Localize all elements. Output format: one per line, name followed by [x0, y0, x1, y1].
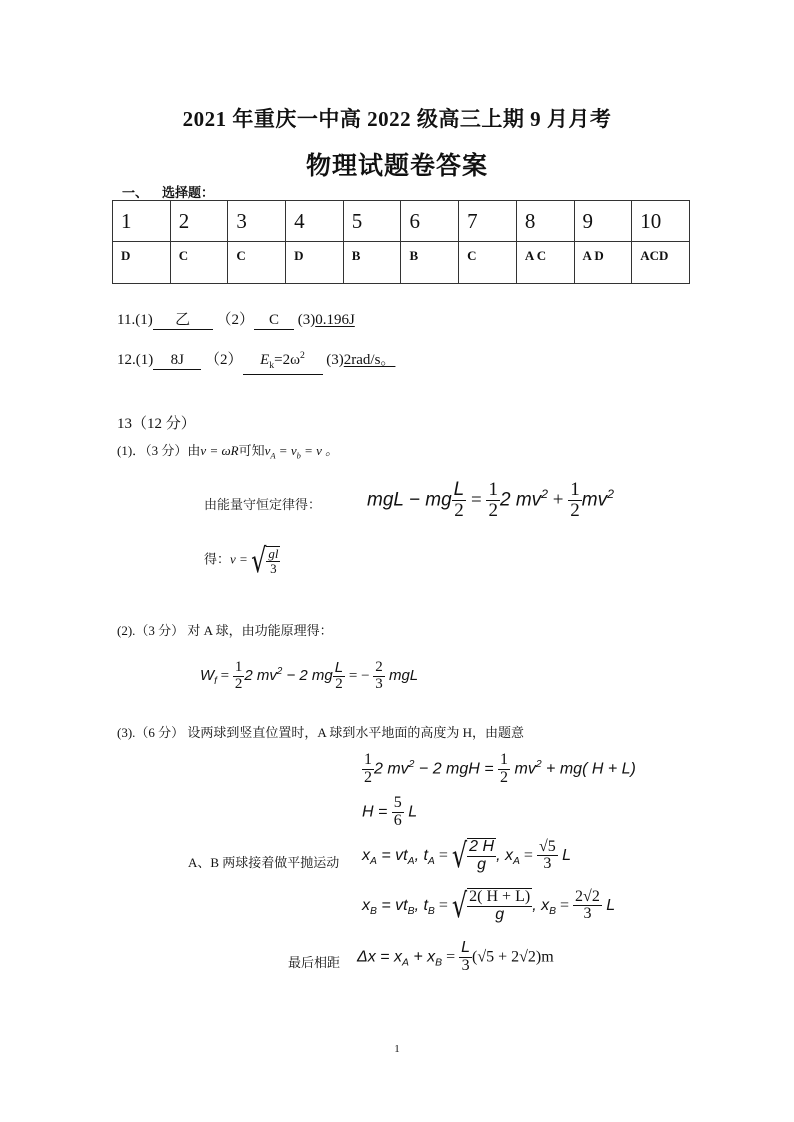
answer-row — [113, 242, 690, 284]
question-number: 10 — [632, 201, 690, 242]
question-number: 2 — [170, 201, 228, 242]
answer-cell: ACD — [632, 242, 690, 284]
answer-cell: A C — [516, 242, 574, 284]
question-number: 4 — [286, 201, 344, 242]
answer-cell: A D — [574, 242, 632, 284]
question-number: 8 — [516, 201, 574, 242]
answer-cell: C — [228, 242, 286, 284]
answer-cell: B — [401, 242, 459, 284]
q11-answer-1: 乙 — [153, 312, 213, 330]
answer-cell: B — [343, 242, 401, 284]
height-energy-equation: $\frac{1}{2}$ 2 $mv^2 - 2$ mgH = $\frac{1}{2}$ $mv^2 + mg$( H + L) — [364, 751, 636, 786]
answer-cell: D — [286, 242, 344, 284]
answer-cell: C — [459, 242, 517, 284]
section-label: 选择题： — [162, 185, 215, 200]
q12-part3-label: (3) — [326, 352, 344, 368]
work-energy-equation: $W_f$ = $\frac{1}{2}$ 2 $mv^2 - 2$ mg $\frac{L}{2}$ = − $\frac{2}{3}$ mgL — [200, 659, 419, 692]
answer-cell: D — [113, 242, 171, 284]
question-number-row — [113, 201, 690, 242]
answer-table — [112, 200, 690, 284]
exam-title: 2021 年重庆一中高 2022 级高三上期 9 月月考 — [182, 107, 612, 131]
q12-label: 12.(1) — [117, 352, 154, 368]
question-number: 3 — [228, 201, 286, 242]
section-number: 一、 — [122, 185, 149, 200]
q13-part1-statement: (1)．（3 分）由v = ωR可知$v_A = v_b = v$ 。 — [117, 443, 339, 461]
question-number: 5 — [343, 201, 401, 242]
energy-conservation-equation: mgL − mg $\frac{L}{2}$ = $\frac{1}{2}$ 2 $mv^2$ + $\frac{1}{2}$ $mv^2$ — [367, 479, 614, 521]
question-12-answers — [117, 347, 395, 375]
projectile-motion-label: A、B 两球接着做平抛运动 — [188, 855, 340, 870]
height-result: H = $\frac{5}{6}$ L — [362, 794, 418, 829]
question-number: 1 — [113, 201, 171, 242]
question-13-heading: 13（12 分） — [117, 416, 196, 432]
q11-part2-label: （2） — [216, 312, 254, 328]
q12-answer-2: $E_k=2\omega^2$ — [243, 347, 323, 375]
final-distance-label: 最后相距 — [288, 955, 341, 970]
final-distance-equation: $\Delta x = x_A + x_B$ = $\frac{L}{3}$ (√5 + 2√2)m — [357, 939, 554, 974]
question-11-answers — [117, 308, 355, 330]
answer-key-title: 物理试题卷答案 — [305, 153, 488, 180]
q12-part2-label: （2） — [205, 352, 243, 368]
q13-part3-statement: (3).（6 分） 设两球到竖直位置时，A 球到水平地面的高度为 H，由题意 — [117, 725, 524, 740]
question-number: 9 — [574, 201, 632, 242]
q11-answer-2: C — [254, 312, 294, 330]
page-number: 1 — [394, 1043, 400, 1055]
q12-answer-1: 8J — [153, 352, 201, 370]
q11-part3-label: (3) — [297, 312, 316, 328]
question-number: 6 — [401, 201, 459, 242]
q11-label: 11.(1) — [117, 312, 153, 328]
q13-part2-statement: (2).（3 分） 对 A 球，由功能原理得： — [117, 623, 333, 638]
velocity-result: 得：v = √ $\frac{gl}{3}$ — [204, 541, 279, 581]
ball-a-displacement: $x_A = vt_A$, $t_A$ = √ $\frac{2 H}{g}$ , $x_A$ = $\frac{√5}{3}$ L — [362, 836, 572, 876]
question-number: 7 — [459, 201, 517, 242]
q11-answer-3: 0.196J — [315, 312, 355, 328]
q12-answer-3: 2rad/s。 — [343, 352, 396, 368]
ball-b-displacement: $x_B = vt_B$, $t_B$ = √ $\frac{2( H + L)}{g}$ , $x_B$ = $\frac{2√2}{3}$ L — [362, 886, 616, 926]
answer-cell: C — [170, 242, 228, 284]
section-multiple-choice-heading — [122, 182, 214, 201]
energy-conservation-label: 由能量守恒定律得： — [204, 497, 322, 512]
